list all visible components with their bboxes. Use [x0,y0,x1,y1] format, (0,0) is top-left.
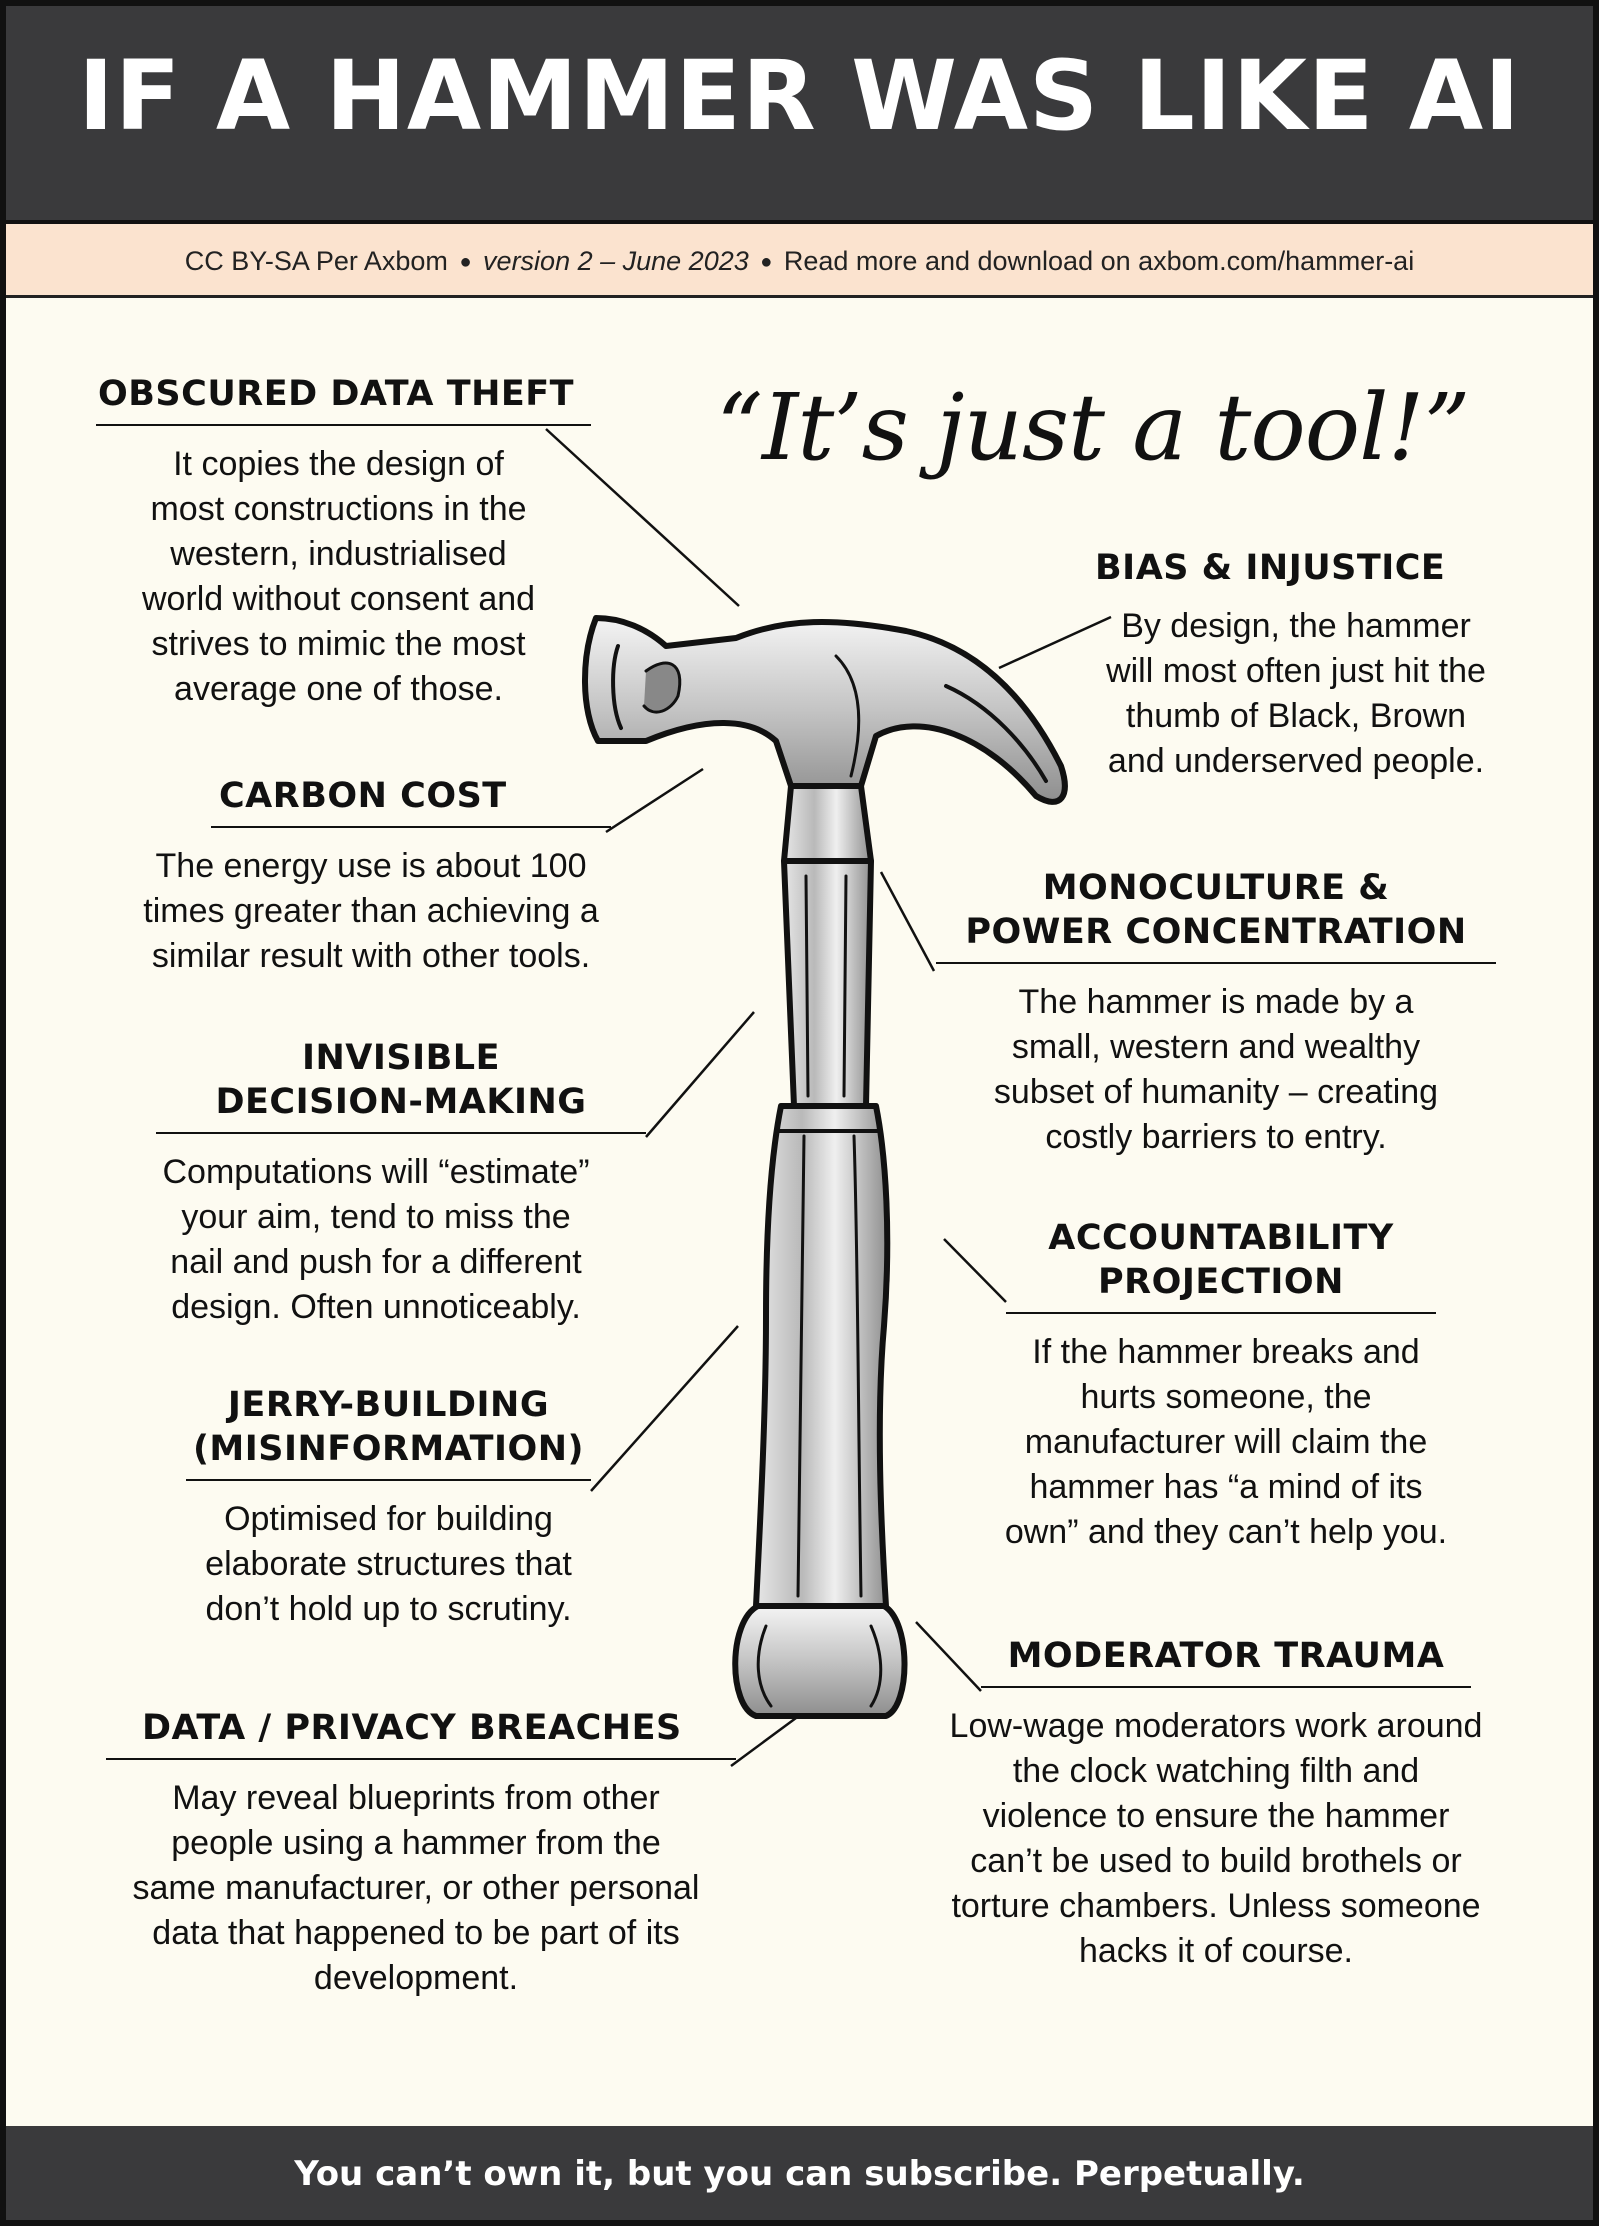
section-body: The energy use is about 100 times greater than achieving a similar result with other tools. [143,847,599,975]
section-heading: JERRY-BUILDING (MISINFORMATION) [186,1383,591,1481]
page-title: IF A HAMMER WAS LIKE AI [78,40,1521,152]
separator-dot: ● [459,251,472,273]
credits-read-more: Read more and download on axbom.com/hammer-ai [783,246,1415,276]
section-heading: DATA / PRIVACY BREACHES [106,1706,736,1760]
section-body: May reveal blueprints from other people using a hammer from the same manufacturer, or other personal data that happened to be part of its development. [132,1779,700,1997]
section-bias-injustice [1081,546,1491,784]
credits-version: version 2 – June 2023 [483,246,749,276]
section-heading: CARBON COST [211,774,611,828]
section-carbon-cost [143,774,611,979]
section-accountability-projection [1004,1216,1448,1555]
hammer-grip [756,1106,887,1606]
credits-license: CC BY-SA Per Axbom [184,246,448,276]
section-heading: ACCOUNTABILITY PROJECTION [1006,1216,1436,1314]
section-monoculture [936,866,1496,1160]
hammer-collar [784,786,871,861]
footer-tagline: You can’t own it, but you can subscribe. Perpetually. [294,2154,1305,2194]
hammer-shank [784,861,871,1106]
section-invisible-decision-making [156,1036,646,1330]
section-heading: BIAS & INJUSTICE [1095,548,1446,588]
section-heading: OBSCURED DATA THEFT [96,372,591,426]
section-data-privacy-breaches [106,1706,736,2001]
section-jerry-building [186,1383,591,1632]
quote: “It’s just a tool!” [716,374,1470,481]
section-moderator-trauma [949,1634,1483,1974]
section-obscured-data-theft [96,372,591,712]
section-body: By design, the hammer will most often just hit the thumb of Black, Brown and underserved people. [1106,607,1486,780]
section-heading: MONOCULTURE & POWER CONCENTRATION [936,866,1496,964]
section-heading: MODERATOR TRAUMA [981,1634,1471,1688]
section-body: Low-wage moderators work around the clock watching filth and violence to ensure the hammer can’t be used to build brothels or torture chambers. Unless someone hacks it of course. [949,1707,1483,1970]
section-body: It copies the design of most constructions in the western, industrialised world without consent and strives to mimic the most average one of those. [141,445,536,708]
section-body: Optimised for building elaborate structures that don’t hold up to scrutiny. [205,1500,572,1628]
section-body: If the hammer breaks and hurts someone, the manufacturer will claim the hammer has “a mind of its own” and they can’t help you. [1004,1333,1448,1551]
section-heading: INVISIBLE DECISION-MAKING [156,1036,646,1134]
section-body: Computations will “estimate” your aim, tend to miss the nail and push for a different design. Often unnoticeably. [162,1153,590,1326]
separator-dot: ● [760,251,773,273]
footer-bar [6,2126,1593,2226]
section-body: The hammer is made by a small, western and wealthy subset of humanity – creating costly barriers to entry. [993,983,1439,1156]
